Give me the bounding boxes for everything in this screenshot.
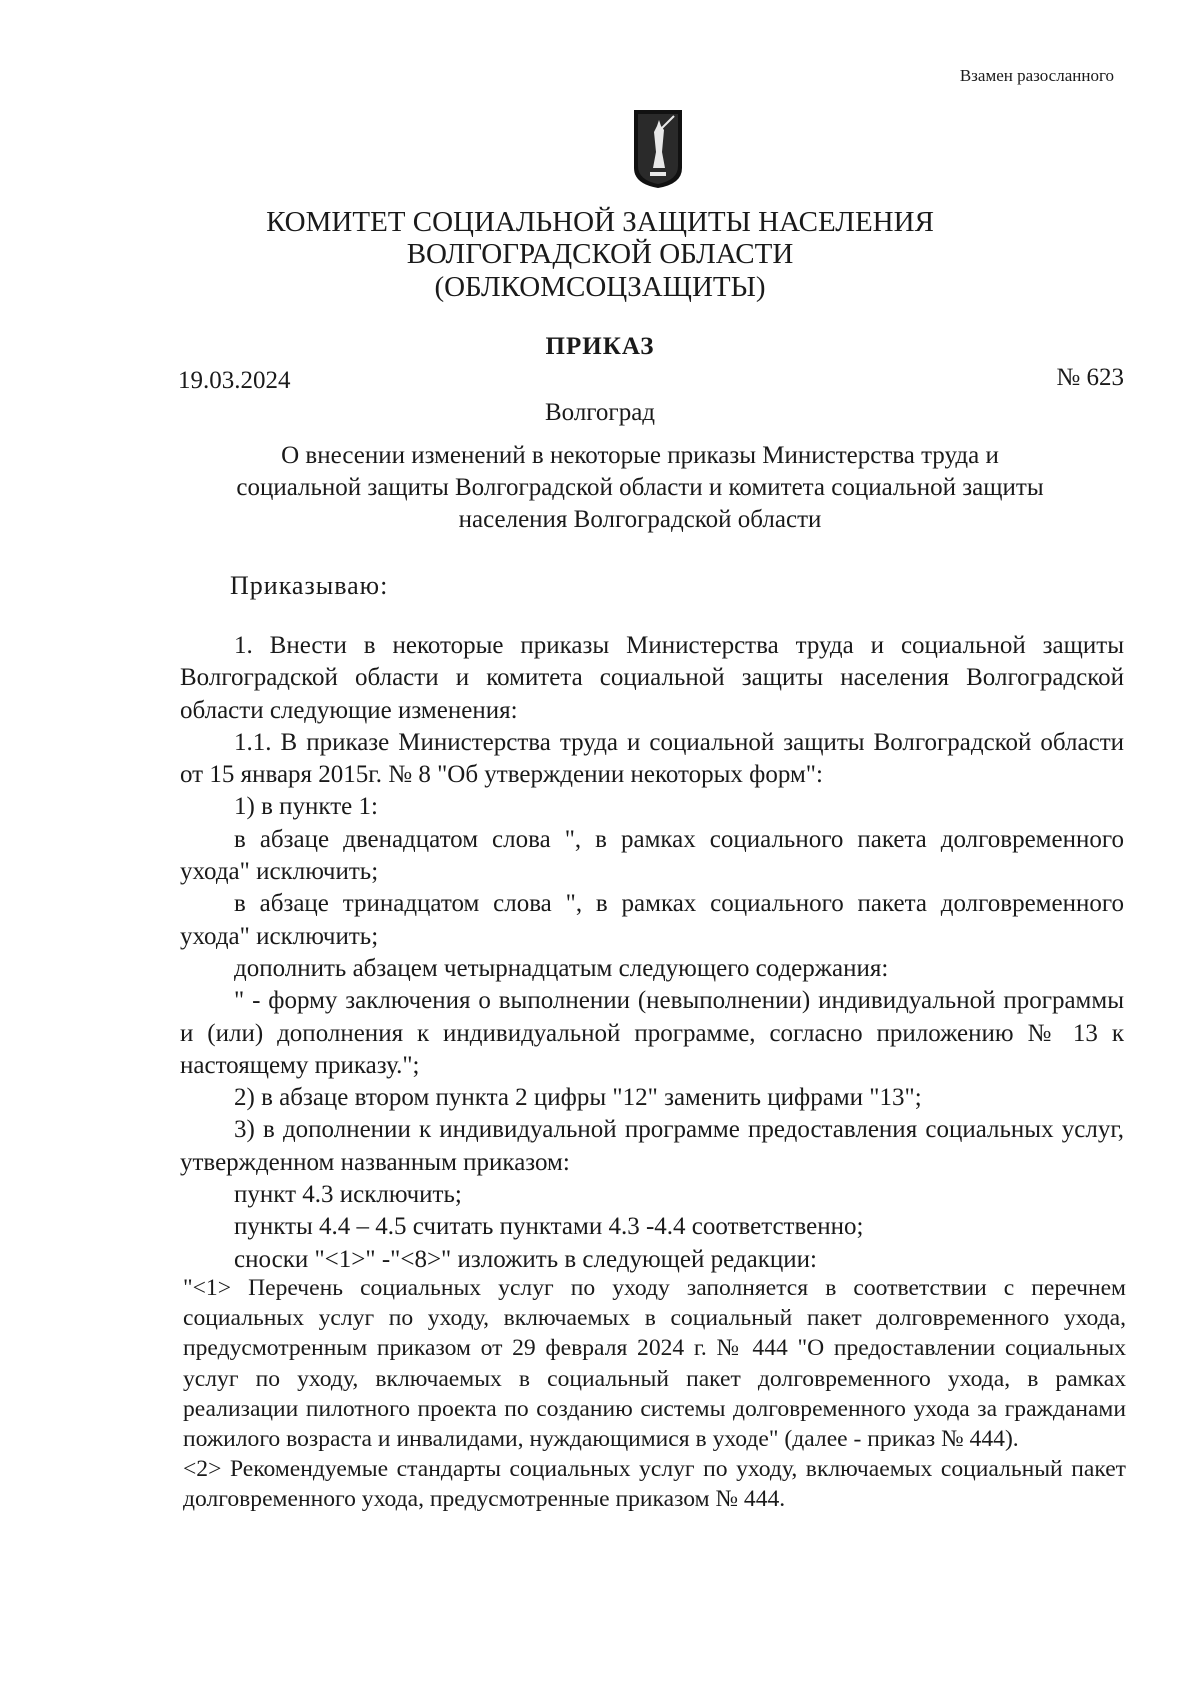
body-paragraph: " - форму заключения о выполнении (невыполнении) индивидуальной программы и (или) дополнения к индивидуальной программе, согласно приложению № 13 к настоящему приказу."; <box>180 987 1124 1079</box>
volgograd-coat-of-arms-icon <box>632 108 684 190</box>
document-body <box>180 630 1124 1276</box>
body-paragraph: сноски "<1>" -"<8>" изложить в следующей редакции: <box>234 1245 817 1273</box>
order-word: Приказываю: <box>230 571 389 600</box>
document-number: № 623 <box>1056 364 1124 391</box>
body-paragraph: 1) в пункте 1: <box>234 793 378 821</box>
body-paragraph: пункты 4.4 – 4.5 считать пунктами 4.3 -4.4 соответственно; <box>234 1213 864 1241</box>
org-name-line-3: (ОБЛКОМСОЦЗАЩИТЫ) <box>434 271 766 303</box>
footnotes <box>183 1273 1126 1515</box>
body-paragraph: 1. Внести в некоторые приказы Министерства труда и социальной защиты Волгоградской области и комитета социальной защиты населения Волгоградской области следующие изменения: <box>180 632 1124 724</box>
document-type: ПРИКАЗ <box>545 333 655 360</box>
document-city: Волгоград <box>544 399 656 426</box>
replacement-note: Взамен разосланного <box>959 66 1114 85</box>
document-subject: О внесении изменений в некоторые приказы Министерства труда и социальной защиты Волгоградской области и комитета социальной защиты населения Волгоградской области <box>236 442 1044 533</box>
org-name-line-1: КОМИТЕТ СОЦИАЛЬНОЙ ЗАЩИТЫ НАСЕЛЕНИЯ <box>266 206 934 238</box>
org-name-line-2: ВОЛГОГРАДСКОЙ ОБЛАСТИ <box>406 238 794 270</box>
body-paragraph: в абзаце двенадцатом слова ", в рамках социального пакета долговременного ухода" исключить; <box>180 825 1124 886</box>
document-date: 19.03.2024 <box>178 367 291 394</box>
body-paragraph: 2) в абзаце втором пункта 2 цифры "12" заменить цифрами "13"; <box>234 1084 922 1112</box>
footnote-2: <2> Рекомендуемые стандарты социальных услуг по уходу, включаемых социальный пакет долговременного ухода, предусмотренные приказом № 444. <box>183 1456 1126 1513</box>
body-paragraph: 3) в дополнении к индивидуальной программе предоставления социальных услуг, утвержденном названным приказом: <box>180 1116 1124 1176</box>
body-paragraph: 1.1. В приказе Министерства труда и социальной защиты Волгоградской области от 15 января 2015г. № 8 "Об утверждении некоторых форм": <box>180 728 1124 789</box>
body-paragraph: в абзаце тринадцатом слова ", в рамках социального пакета долговременного ухода" исключить; <box>180 890 1124 950</box>
footnote-1: "<1> Перечень социальных услуг по уходу заполняется в соответствии с перечнем социальных услуг по уходу, включаемых в социальный пакет долговременного ухода, предусмотренным приказом от 29 февраля 2024 г. № 444 "О предоставлении социальных услуг по уходу, включаемых в социальный пакет долговременного ухода, в рамках реализации пилотного проекта по созданию системы долговременного ухода за гражданами пожилого возраста и инвалидами, нуждающимися в уходе" (далее - приказ № 444). <box>183 1275 1126 1453</box>
body-paragraph: дополнить абзацем четырнадцатым следующего содержания: <box>234 954 889 982</box>
body-paragraph: пункт 4.3 исключить; <box>234 1181 462 1209</box>
